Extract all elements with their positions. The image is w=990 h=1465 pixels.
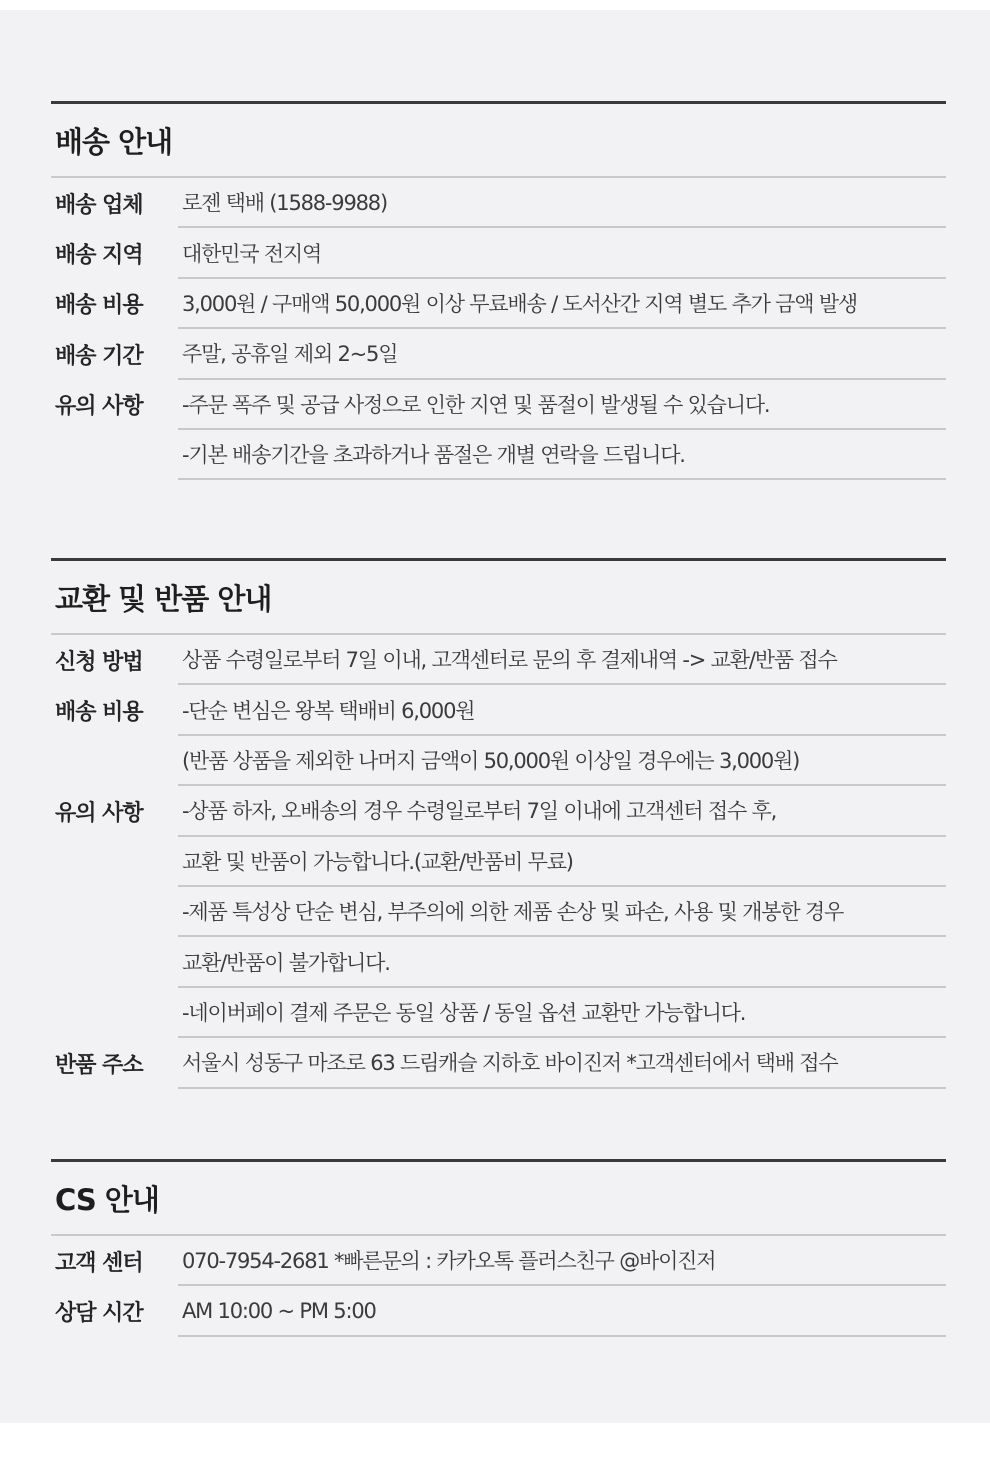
info-row (51, 736, 946, 786)
row-value: 주말, 공휴일 제외 2~5일 (178, 329, 946, 379)
row-value: 교환/반품이 불가합니다. (178, 937, 946, 987)
row-label: 배송 비용 (55, 293, 143, 319)
shipping-info-section (51, 101, 946, 480)
info-row (51, 937, 946, 987)
row-value: 로젠 택배 (1588-9988) (178, 178, 946, 228)
row-value: AM 10:00 ~ PM 5:00 (178, 1286, 946, 1336)
row-value: -제품 특성상 단순 변심, 부주의에 의한 제품 손상 및 파손, 사용 및 개봉한 경우 (178, 887, 946, 937)
cs-info-section (51, 1159, 946, 1337)
row-value: -상품 하자, 오배송의 경우 수령일로부터 7일 이내에 고객센터 접수 후, (178, 786, 946, 836)
row-value: 3,000원 / 구매액 50,000원 이상 무료배송 / 도서산간 지역 별도 추가 금액 발생 (178, 279, 946, 329)
info-row (51, 1236, 946, 1286)
row-value: 서울시 성동구 마조로 63 드림캐슬 지하호 바이진저 *고객센터에서 택배 접수 (178, 1038, 946, 1088)
section-title: 배송 안내 (51, 104, 946, 178)
info-row (51, 635, 946, 685)
row-value: -단순 변심은 왕복 택배비 6,000원 (178, 685, 946, 735)
info-row (51, 1286, 946, 1336)
exchange-return-section (51, 558, 946, 1089)
info-row (51, 178, 946, 228)
info-row (51, 685, 946, 735)
row-value: -주문 폭주 및 공급 사정으로 인한 지연 및 품절이 발생될 수 있습니다. (178, 380, 946, 430)
row-value: -기본 배송기간을 초과하거나 품절은 개별 연락을 드립니다. (178, 430, 946, 480)
row-value: 070-7954-2681 *빠른문의 : 카카오톡 플러스친구 @바이진저 (178, 1236, 946, 1286)
row-label: 신청 방법 (55, 649, 143, 675)
info-row (51, 837, 946, 887)
info-row (51, 430, 946, 480)
info-row (51, 228, 946, 278)
row-label: 반품 주소 (55, 1052, 143, 1078)
info-row (51, 1038, 946, 1088)
row-value: (반품 상품을 제외한 나머지 금액이 50,000원 이상일 경우에는 3,000원) (178, 736, 946, 786)
section-title: CS 안내 (51, 1162, 946, 1236)
info-row (51, 329, 946, 379)
row-value: 대한민국 전지역 (178, 228, 946, 278)
row-value: -네이버페이 결제 주문은 동일 상품 / 동일 옵션 교환만 가능합니다. (178, 988, 946, 1038)
row-label: 배송 기간 (55, 343, 143, 369)
row-label: 고객 센터 (55, 1250, 143, 1276)
row-label: 배송 업체 (55, 192, 143, 218)
info-row (51, 380, 946, 430)
info-row (51, 786, 946, 836)
row-label: 배송 지역 (55, 243, 143, 269)
row-label: 상담 시간 (55, 1301, 143, 1327)
info-row (51, 279, 946, 329)
row-value: 교환 및 반품이 가능합니다.(교환/반품비 무료) (178, 837, 946, 887)
info-row (51, 988, 946, 1038)
row-label: 유의 사항 (55, 394, 143, 420)
section-title: 교환 및 반품 안내 (51, 561, 946, 635)
info-row (51, 887, 946, 937)
row-value: 상품 수령일로부터 7일 이내, 고객센터로 문의 후 결제내역 -> 교환/반품 접수 (178, 635, 946, 685)
row-label: 유의 사항 (55, 800, 143, 826)
row-label: 배송 비용 (55, 700, 143, 726)
